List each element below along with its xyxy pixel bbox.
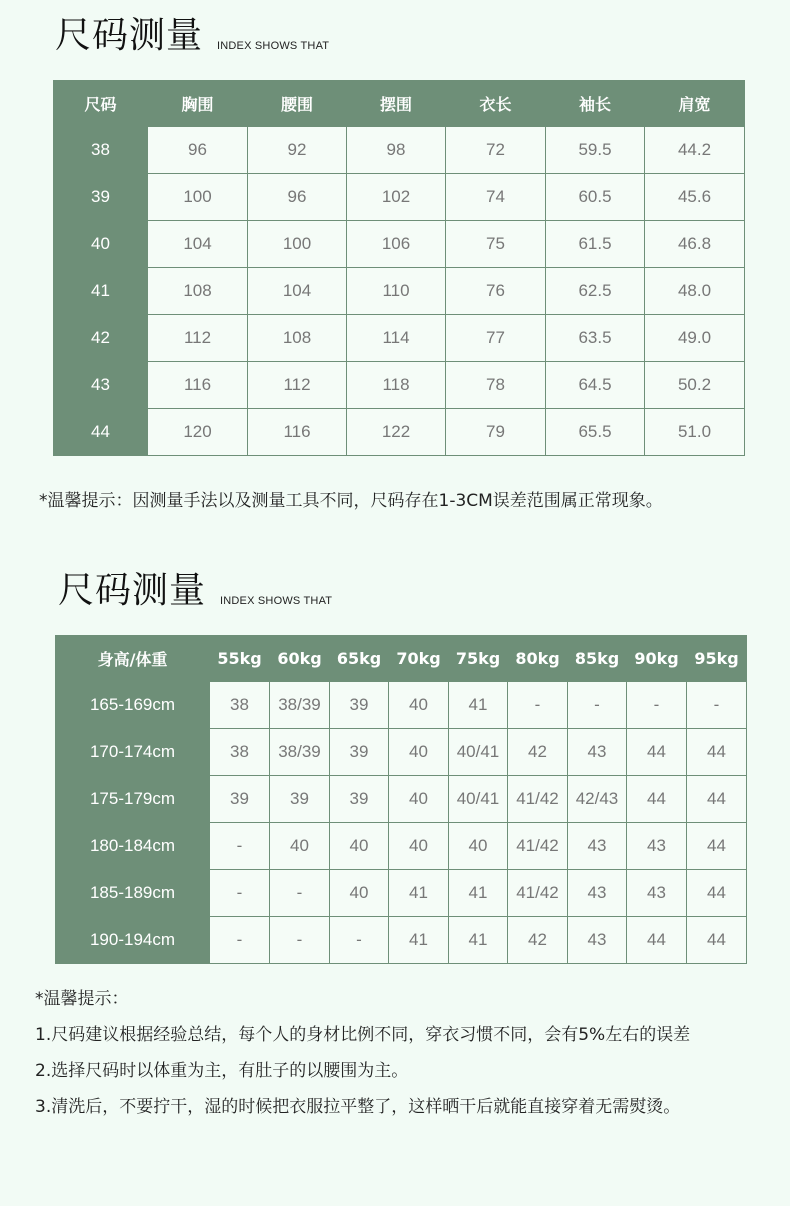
table-cell: - — [270, 917, 330, 964]
table2-header: 85kg — [568, 636, 627, 682]
table-cell: - — [210, 917, 270, 964]
table-cell: 44 — [627, 776, 687, 823]
table2-header: 65kg — [330, 636, 389, 682]
table-cell: 116 — [248, 409, 347, 456]
table-cell: 96 — [148, 127, 248, 174]
table1-row — [54, 409, 745, 456]
table-cell: 62.5 — [546, 268, 645, 315]
table-cell: 42/43 — [568, 776, 627, 823]
table2-row — [56, 729, 747, 776]
table-cell: 41 — [449, 917, 508, 964]
table-cell: 41/42 — [508, 823, 568, 870]
table-cell: 65.5 — [546, 409, 645, 456]
table-cell: 51.0 — [645, 409, 745, 456]
table-cell: 39 — [270, 776, 330, 823]
table-cell: 122 — [347, 409, 446, 456]
table-cell: 40 — [389, 729, 449, 776]
table-cell: 39 — [330, 729, 389, 776]
table-cell: - — [568, 682, 627, 729]
table-cell: 38 — [210, 682, 270, 729]
table-cell: 64.5 — [546, 362, 645, 409]
table1-row — [54, 315, 745, 362]
table-cell: 108 — [248, 315, 347, 362]
table-cell: 39 — [330, 776, 389, 823]
section2-subtitle: INDEX SHOWS THAT — [220, 595, 333, 607]
table-cell: 49.0 — [645, 315, 745, 362]
row-label: 185-189cm — [56, 870, 210, 917]
table-cell: 40 — [389, 776, 449, 823]
table-cell: 41 — [389, 917, 449, 964]
section1-subtitle: INDEX SHOWS THAT — [217, 40, 330, 52]
table-cell: 43 — [627, 870, 687, 917]
table-cell: 112 — [148, 315, 248, 362]
row-label: 170-174cm — [56, 729, 210, 776]
table2-header: 70kg — [389, 636, 449, 682]
section2-note-3: 3.清洗后，不要拧干，湿的时候把衣服拉平整了，这样晒干后就能直接穿着无需熨烫。 — [35, 1097, 681, 1117]
table-cell: 75 — [446, 221, 546, 268]
table-cell: 40 — [449, 823, 508, 870]
row-label: 165-169cm — [56, 682, 210, 729]
table-cell: 39 — [330, 682, 389, 729]
table-cell: 38 — [210, 729, 270, 776]
table-cell: 40/41 — [449, 776, 508, 823]
table-cell: 76 — [446, 268, 546, 315]
row-label: 190-194cm — [56, 917, 210, 964]
table2-row — [56, 917, 747, 964]
table-cell: 96 — [248, 174, 347, 221]
table-cell: 48.0 — [645, 268, 745, 315]
table-cell: 38/39 — [270, 729, 330, 776]
table-cell: 44 — [687, 776, 747, 823]
table-cell: 43 — [568, 823, 627, 870]
table1-header: 袖长 — [546, 81, 645, 127]
table-cell: 63.5 — [546, 315, 645, 362]
table1-row — [54, 362, 745, 409]
table-cell: 104 — [148, 221, 248, 268]
table-cell: 41 — [449, 870, 508, 917]
table-cell: 50.2 — [645, 362, 745, 409]
table-cell: 60.5 — [546, 174, 645, 221]
table2-header: 75kg — [449, 636, 508, 682]
row-label: 40 — [54, 221, 148, 268]
table-cell: 42 — [508, 917, 568, 964]
table-cell: 106 — [347, 221, 446, 268]
table-cell: 104 — [248, 268, 347, 315]
table-cell: 38/39 — [270, 682, 330, 729]
table-cell: 110 — [347, 268, 446, 315]
table-cell: 41 — [449, 682, 508, 729]
table1-header: 腰围 — [248, 81, 347, 127]
height-weight-table — [55, 635, 747, 964]
table-cell: 40 — [389, 682, 449, 729]
table-cell: 100 — [248, 221, 347, 268]
table-cell: - — [210, 823, 270, 870]
table-cell: 100 — [148, 174, 248, 221]
table2-row — [56, 870, 747, 917]
table-cell: 79 — [446, 409, 546, 456]
table-cell: 72 — [446, 127, 546, 174]
row-label: 42 — [54, 315, 148, 362]
table-cell: 44 — [687, 823, 747, 870]
table-cell: - — [508, 682, 568, 729]
table-cell: 102 — [347, 174, 446, 221]
table-cell: 43 — [627, 823, 687, 870]
table-cell: 77 — [446, 315, 546, 362]
table-cell: 45.6 — [645, 174, 745, 221]
table2-header: 身高/体重 — [56, 636, 210, 682]
table2-row — [56, 682, 747, 729]
table2-row — [56, 776, 747, 823]
row-label: 180-184cm — [56, 823, 210, 870]
table-cell: 44 — [687, 870, 747, 917]
section2-title-row — [58, 571, 332, 611]
table1-header: 尺码 — [54, 81, 148, 127]
table2-header: 60kg — [270, 636, 330, 682]
table-cell: 40 — [330, 823, 389, 870]
size-measurement-table — [53, 80, 745, 456]
table-cell: 43 — [568, 729, 627, 776]
table2-header: 90kg — [627, 636, 687, 682]
table-cell: 41/42 — [508, 776, 568, 823]
row-label: 175-179cm — [56, 776, 210, 823]
table-cell: 41/42 — [508, 870, 568, 917]
table-cell: - — [627, 682, 687, 729]
section1-note: *温馨提示：因测量手法以及测量工具不同，尺码存在1-3CM误差范围属正常现象。 — [39, 491, 663, 511]
table-cell: 112 — [248, 362, 347, 409]
section1-title-row — [55, 16, 329, 56]
table1-header: 衣长 — [446, 81, 546, 127]
table-cell: 40 — [330, 870, 389, 917]
table-cell: 44 — [687, 729, 747, 776]
table1-header-row — [54, 81, 745, 127]
table1-row — [54, 221, 745, 268]
row-label: 38 — [54, 127, 148, 174]
table2-header: 55kg — [210, 636, 270, 682]
table-cell: 114 — [347, 315, 446, 362]
table-cell: 120 — [148, 409, 248, 456]
table1-header: 胸围 — [148, 81, 248, 127]
table-cell: 43 — [568, 870, 627, 917]
table1-row — [54, 127, 745, 174]
table-cell: 46.8 — [645, 221, 745, 268]
table-cell: 43 — [568, 917, 627, 964]
table-cell: - — [270, 870, 330, 917]
table2-header-row — [56, 636, 747, 682]
table-cell: - — [687, 682, 747, 729]
row-label: 39 — [54, 174, 148, 221]
table-cell: 44 — [687, 917, 747, 964]
table-cell: 118 — [347, 362, 446, 409]
table-cell: - — [210, 870, 270, 917]
row-label: 43 — [54, 362, 148, 409]
table-cell: 92 — [248, 127, 347, 174]
table-cell: 40/41 — [449, 729, 508, 776]
table-cell: 116 — [148, 362, 248, 409]
table1-row — [54, 174, 745, 221]
table-cell: 59.5 — [546, 127, 645, 174]
table-cell: 74 — [446, 174, 546, 221]
table2-header: 80kg — [508, 636, 568, 682]
table-cell: 44 — [627, 729, 687, 776]
table2-header: 95kg — [687, 636, 747, 682]
table-cell: 98 — [347, 127, 446, 174]
table-cell: 41 — [389, 870, 449, 917]
table1-header: 摆围 — [347, 81, 446, 127]
section2-note-1: 1.尺码建议根据经验总结，每个人的身材比例不同，穿衣习惯不同，会有5%左右的误差 — [35, 1025, 691, 1045]
table-cell: 108 — [148, 268, 248, 315]
section1-title: 尺码测量 — [55, 15, 204, 56]
row-label: 44 — [54, 409, 148, 456]
table1-header: 肩宽 — [645, 81, 745, 127]
table-cell: 39 — [210, 776, 270, 823]
table-cell: 61.5 — [546, 221, 645, 268]
table-cell: 44 — [627, 917, 687, 964]
table-cell: 42 — [508, 729, 568, 776]
section2-title: 尺码测量 — [58, 570, 207, 611]
section2-note-heading: *温馨提示： — [35, 989, 129, 1009]
table-cell: 40 — [270, 823, 330, 870]
table-cell: 40 — [389, 823, 449, 870]
section2-note-2: 2.选择尺码时以体重为主，有肚子的以腰围为主。 — [35, 1061, 409, 1081]
table2-row — [56, 823, 747, 870]
table-cell: - — [330, 917, 389, 964]
table-cell: 78 — [446, 362, 546, 409]
table-cell: 44.2 — [645, 127, 745, 174]
table1-row — [54, 268, 745, 315]
row-label: 41 — [54, 268, 148, 315]
